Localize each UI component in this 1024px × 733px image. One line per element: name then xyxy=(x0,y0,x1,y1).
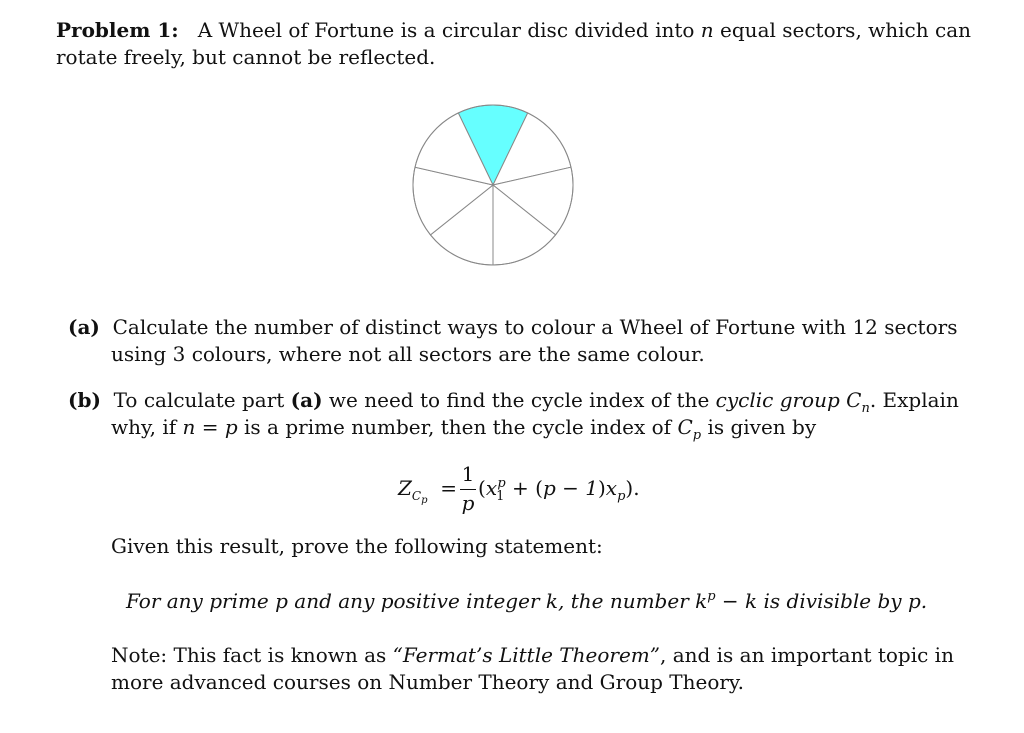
part-b-text-f: is given by xyxy=(707,415,817,439)
part-b-cp-sub: p xyxy=(692,428,702,443)
part-b-cp-C: C xyxy=(677,415,693,439)
part-b-line-1 xyxy=(68,387,959,417)
statement-minus: − k xyxy=(715,589,758,613)
given-text: Given this result, prove the following statement: xyxy=(111,534,603,558)
statement-kp: k xyxy=(695,589,708,613)
problem-intro-line-2: rotate freely, but cannot be reflected. xyxy=(56,45,436,69)
eq-numerator: 1 xyxy=(461,462,475,486)
eq-p-minus-1: p − 1 xyxy=(542,476,598,500)
part-a-line-2 xyxy=(111,341,705,368)
statement-k: k xyxy=(545,589,558,613)
part-b-n-eq-p: n = p xyxy=(182,415,238,439)
eq-xp: x xyxy=(605,476,618,500)
eq-x1-sup: p xyxy=(497,476,506,491)
part-b-cyclic-group: cyclic group xyxy=(715,388,840,412)
eq-open: ( xyxy=(478,476,486,500)
part-a-sectors-count: 12 xyxy=(852,315,878,339)
statement-end: . xyxy=(920,589,928,613)
eq-plus: + ( xyxy=(505,476,543,500)
eq-fraction-bar xyxy=(460,489,476,490)
equation-rhs xyxy=(478,476,640,504)
part-a-label: (a) xyxy=(68,315,100,339)
note-theorem: “Fermat’s Little Theorem” xyxy=(392,643,660,667)
part-b-text-c: . Explain xyxy=(869,388,959,412)
problem-intro-line-1 xyxy=(56,17,971,44)
part-a-line-1 xyxy=(68,314,957,341)
statement-p: p xyxy=(275,589,288,613)
problem-label: Problem 1: xyxy=(56,18,179,42)
note-b: , and is an important topic in xyxy=(659,643,954,667)
note-line-2: more advanced courses on Number Theory and Group Theory. xyxy=(111,670,744,694)
wheel-sectors xyxy=(413,105,573,265)
statement-p2: p xyxy=(907,589,921,613)
part-b-text-a: To calculate part xyxy=(113,388,285,412)
intro-n: n xyxy=(700,18,714,42)
eq-xp-sub: p xyxy=(617,489,626,504)
eq-C-sub: p xyxy=(421,495,428,506)
part-b-label: (b) xyxy=(68,388,101,412)
part-b-ref: (a) xyxy=(290,388,323,412)
part-b-group-C: C xyxy=(846,388,862,412)
eq-x1-sub: 1 xyxy=(496,489,505,504)
part-b-text-d: why, if xyxy=(111,415,177,439)
statement-a: For any prime xyxy=(126,589,269,613)
part-b-line-2 xyxy=(111,414,816,444)
intro-text-b: equal sectors, which can xyxy=(720,18,972,42)
part-b-text-b: we need to find the cycle index of the xyxy=(328,388,710,412)
part-a-text-c: using xyxy=(111,342,167,366)
theorem-statement xyxy=(126,588,927,618)
eq-denominator: p xyxy=(461,491,475,515)
eq-close-paren: ) xyxy=(597,476,606,500)
part-a-colours-count: 3 xyxy=(172,342,186,366)
wheel-of-fortune-diagram xyxy=(408,100,578,270)
eq-Z: Z xyxy=(398,476,412,500)
eq-end: ). xyxy=(625,476,640,500)
intro-text-a: A Wheel of Fortune is a circular disc divided into xyxy=(197,18,695,42)
statement-b: and any positive integer xyxy=(294,589,540,613)
eq-x1: x xyxy=(485,476,498,500)
part-a-text-a: Calculate the number of distinct ways to colour a Wheel of Fortune with xyxy=(112,315,847,339)
part-a-text-b: sectors xyxy=(884,315,958,339)
equation-lhs xyxy=(398,476,457,506)
statement-sup: p xyxy=(707,589,716,604)
statement-c: , the number xyxy=(558,589,689,613)
part-b-text-e: is a prime number, then the cycle index of xyxy=(244,415,672,439)
part-b-group-sub: n xyxy=(861,401,870,416)
note-a: Note: This fact is known as xyxy=(111,643,387,667)
eq-C: C xyxy=(411,489,422,503)
statement-d: is divisible by xyxy=(763,589,902,613)
part-a-text-d: colours, where not all sectors are the same colour. xyxy=(191,342,705,366)
note-line-1 xyxy=(111,642,954,669)
eq-equals: = xyxy=(440,476,457,500)
